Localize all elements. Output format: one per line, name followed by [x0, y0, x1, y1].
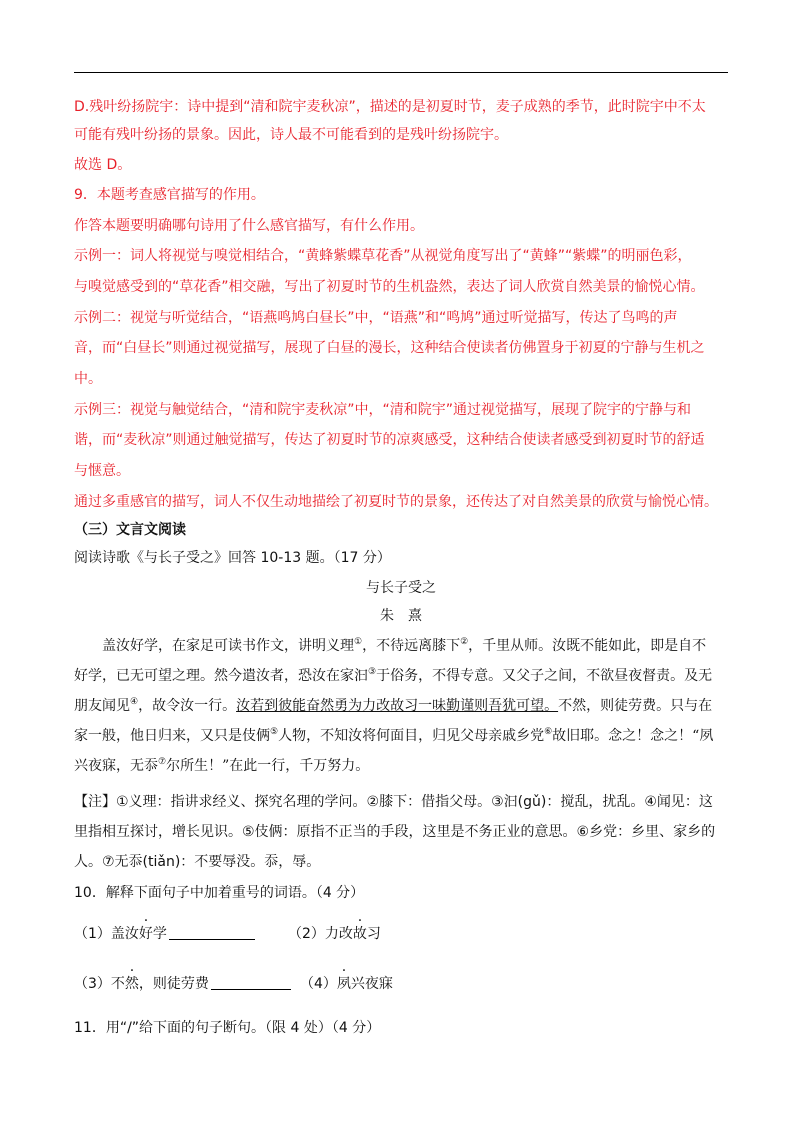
example1-line2: 与嗅觉感受到的“草花香”相交融，写出了初夏时节的生机盎然，表达了词人欣赏自然美景的愉悦心情。 [74, 279, 705, 295]
passage-text: 好学，已无可望之理。然今遣汝者，恐汝在家汩 [74, 668, 368, 684]
passage-text: 尔所生！”在此一行，千万努力。 [166, 758, 370, 774]
item-text: 兴夜寐 [350, 976, 393, 992]
item-text: （1）盖汝 [74, 926, 139, 942]
underlined-sentence: 汝若到彼能奋然勇为力改故习一味勤谨则吾犹可望。 [236, 698, 559, 714]
passage-text: 朋友闻见 [74, 698, 130, 714]
answer-d-line2: 可能有残叶纷扬的景象。因此，诗人最不可能看到的是残叶纷扬院宇。 [74, 127, 508, 143]
item-text: （4） [300, 976, 337, 992]
footnote-marker: ⑦ [158, 757, 167, 767]
footnote-marker: ③ [368, 667, 377, 677]
example3-line1: 示例三：视觉与触觉结合，“清和院宇麦秋凉”中，“清和院宇”通过视觉描写，展现了院宇的宁静与和 [74, 402, 692, 418]
footnote-marker: ① [354, 637, 363, 647]
poem-title: 与长子受之 [366, 580, 436, 596]
q9-title: 9．本题考查感官描写的作用。 [74, 187, 265, 203]
example3-line2: 谐，而“麦秋凉”则通过触觉描写，传达了初夏时节的凉爽感受，这种结合使读者感受到初夏时节的舒适 [74, 432, 705, 448]
q11-title: 11．用“/”给下面的句子断句。（限 4 处）（4 分） [74, 1020, 381, 1036]
answer-d-line1: D.残叶纷扬院宇：诗中提到“清和院宇麦秋凉”，描述的是初夏时节，麦子成熟的季节，此时院宇中不太 [74, 99, 706, 115]
example1-line1: 示例一：词人将视觉与嗅觉相结合，“黄蜂紫蝶草花香”从视觉角度写出了“黄蜂”“紫蝶”的明丽色彩， [74, 248, 692, 264]
passage-line4 [74, 726, 734, 746]
passage-line5 [74, 756, 734, 776]
footnote-marker: ② [460, 637, 469, 647]
q10-title: 10．解释下面句子中加着重号的词语。（4 分） [74, 885, 365, 901]
answer-summary: 通过多重感官的描写，词人不仅生动地描绘了初夏时节的景象，还传达了对自然美景的欣赏与愉悦心情。 [74, 494, 718, 510]
example2-line1: 示例二：视觉与听觉结合，“语燕鸣鸠白昼长”中，“语燕”和“鸣鸠”通过听觉描写，传达了鸟鸣的声 [74, 310, 678, 326]
section-instruction: 阅读诗歌《与长子受之》回答 10-13 题。（17 分） [74, 550, 391, 566]
footnote-marker: ④ [130, 697, 139, 707]
passage-text: 人物，不知汝将何面目，归见父母亲戚乡党 [278, 728, 545, 744]
emphasized-char: 好 [138, 926, 153, 942]
passage-text: 盖汝好学，在家足可读书作文，讲明义理 [102, 638, 354, 654]
example3-line3: 与惬意。 [74, 463, 130, 479]
section-heading: （三）文言文阅读 [74, 522, 186, 538]
answer-choice: 故选 D。 [74, 157, 132, 173]
footnote-marker: ⑥ [544, 727, 553, 737]
passage-line2 [74, 666, 734, 686]
emphasized-char: 故 [352, 926, 367, 942]
q10-item2 [288, 924, 381, 944]
item-text: （2）力改 [288, 926, 353, 942]
q9-guide: 作答本题要明确哪句诗用了什么感官描写，有什么作用。 [74, 218, 424, 234]
passage-line3 [74, 696, 734, 716]
answer-blank[interactable] [169, 925, 255, 940]
passage-text: 不然，则徒劳费。只与在 [558, 698, 713, 714]
emphasized-char: 然 [124, 976, 139, 992]
answer-blank[interactable] [211, 975, 291, 990]
item-text: （3）不 [74, 976, 125, 992]
footnote-marker: ⑤ [270, 727, 279, 737]
q10-item1 [74, 924, 255, 944]
example2-line2: 音，而“白昼长”则通过视觉描写，展现了白昼的漫长，这种结合使读者仿佛置身于初夏的宁静与生机之 [74, 340, 705, 356]
passage-text: ，不待远离膝下 [362, 638, 461, 654]
passage-text: 兴夜寐，无忝 [74, 758, 158, 774]
notes-line3: 人。⑦无忝(tiǎn)：不要辱没。忝，辱。 [74, 854, 321, 870]
header-rule [74, 72, 728, 73]
emphasized-char: 夙 [336, 976, 351, 992]
passage-text: ，千里从师。汝既不能如此，即是自不 [468, 638, 707, 654]
item-text: 学 [152, 926, 167, 942]
passage-text: 于俗务，不得专意。又父子之间，不欲昼夜督责。及无 [376, 668, 713, 684]
passage-line1 [102, 636, 762, 656]
notes-line1: 【注】①义理：指讲求经义、探究名理的学问。②膝下：借指父母。③汩(gǔ)：搅乱，扰乱。④闻见：这 [74, 794, 713, 810]
passage-text: ，故令汝一行。 [138, 698, 237, 714]
passage-text: 家一般，他日归来，又只是伎俩 [74, 728, 270, 744]
item-text: 习 [366, 926, 381, 942]
item-text: ，则徒劳费 [138, 976, 209, 992]
notes-line2: 里指相互探讨，增长见识。⑤伎俩：原指不正当的手段，这里是不务正业的意思。⑥乡党：乡里、家乡的 [74, 824, 716, 840]
poem-author: 朱 熹 [380, 608, 422, 624]
q10-item3 [74, 974, 291, 994]
q10-item4 [300, 974, 393, 994]
passage-text: 故旧耶。念之！念之！“夙 [552, 728, 714, 744]
example2-line3: 中。 [74, 371, 102, 387]
